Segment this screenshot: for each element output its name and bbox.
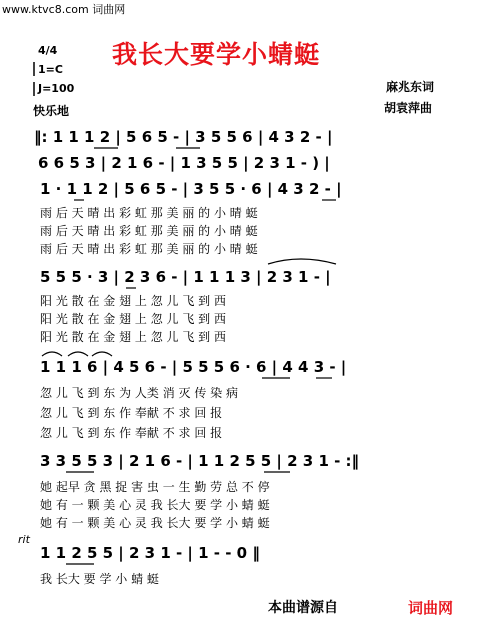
lyrics-row-6-verse-1: 她 起早 贪 黑 捉 害 虫 一 生 勤 劳 总 不 停 [40, 480, 270, 494]
lyrics-row-5-verse-2: 忽 儿 飞 到 东 作 奉献 不 求 回 报 [40, 406, 223, 420]
tempo-marking: J=100 [38, 82, 75, 95]
notation-row-3: 1 · 1 1 2 | 5 6 5 - | 3 5 5 · 6 | 4 3 2 - | [40, 180, 342, 198]
lyrics-row-5-verse-1: 忽 儿 飞 到 东 为 人类 消 灭 传 染 病 [40, 386, 238, 400]
notation-row-4: 5 5 5 · 3 | 2 3 6 - | 1 1 1 3 | 2 3 1 - | [40, 268, 331, 286]
lyrics-row-4-verse-2: 阳 光 散 在 金 翅 上 忽 儿 飞 到 西 [40, 312, 226, 326]
lyrics-row-3-verse-1: 雨 后 天 晴 出 彩 虹 那 美 丽 的 小 晴 蜓 [40, 206, 258, 220]
expression-marking: 快乐地 [33, 104, 70, 118]
lyrics-row-5-verse-3: 忽 儿 飞 到 东 作 奉献 不 求 回 报 [40, 426, 223, 440]
lyrics-row-7: 我 长大 要 学 小 蜻 蜓 [40, 572, 159, 586]
composer-credit: 胡袁萍曲 [384, 101, 433, 115]
notation-row-1: ‖: 1 1 1 2 | 5 6 5 - | 3 5 5 6 | 4 3 2 - | [34, 128, 333, 146]
site-logo: 词曲网 [408, 599, 454, 617]
notation-row-6: 3 3 5 5 3 | 2 1 6 - | 1 1 2 5 5 | 2 3 1 - :‖ [40, 452, 360, 470]
source-note: 本曲谱源自 [268, 600, 338, 616]
slur-mark [268, 259, 336, 264]
notation-row-2: 6 6 5 3 | 2 1 6 - | 1 3 5 5 | 2 3 1 - ) | [38, 154, 330, 172]
lyrics-row-6-verse-2: 她 有 一 颗 美 心 灵 我 长大 要 学 小 蜻 蜓 [40, 498, 270, 512]
lyrics-row-3-verse-2: 雨 后 天 晴 出 彩 虹 那 美 丽 的 小 晴 蜓 [40, 224, 258, 238]
key-signature: 1=C [38, 63, 63, 76]
slur-mark [92, 352, 112, 356]
site-url: www.ktvc8.com 词曲网 [2, 3, 126, 16]
ritardando-marking: rit [18, 533, 30, 546]
slur-mark [42, 352, 62, 356]
lyrics-row-6-verse-3: 她 有 一 颗 美 心 灵 我 长大 要 学 小 蜻 蜓 [40, 516, 270, 530]
lyrics-row-4-verse-3: 阳 光 散 在 金 翅 上 忽 儿 飞 到 西 [40, 330, 226, 344]
notation-row-7: 1 1 2 5 5 | 2 3 1 - | 1 - - 0 ‖ [40, 544, 260, 562]
notation-row-5: 1 1 1 6 | 4 5 6 - | 5 5 5 6 · 6 | 4 4 3 - | [40, 358, 347, 376]
song-title: 我长大要学小蜻蜓 [112, 40, 321, 69]
lyrics-row-3-verse-3: 雨 后 天 晴 出 彩 虹 那 美 丽 的 小 晴 蜓 [40, 242, 258, 256]
lyrics-row-4-verse-1: 阳 光 散 在 金 翅 上 忽 儿 飞 到 西 [40, 294, 226, 308]
time-signature: 4/4 [38, 44, 58, 57]
slur-mark [68, 352, 88, 356]
lyricist-credit: 麻兆东词 [386, 80, 435, 94]
